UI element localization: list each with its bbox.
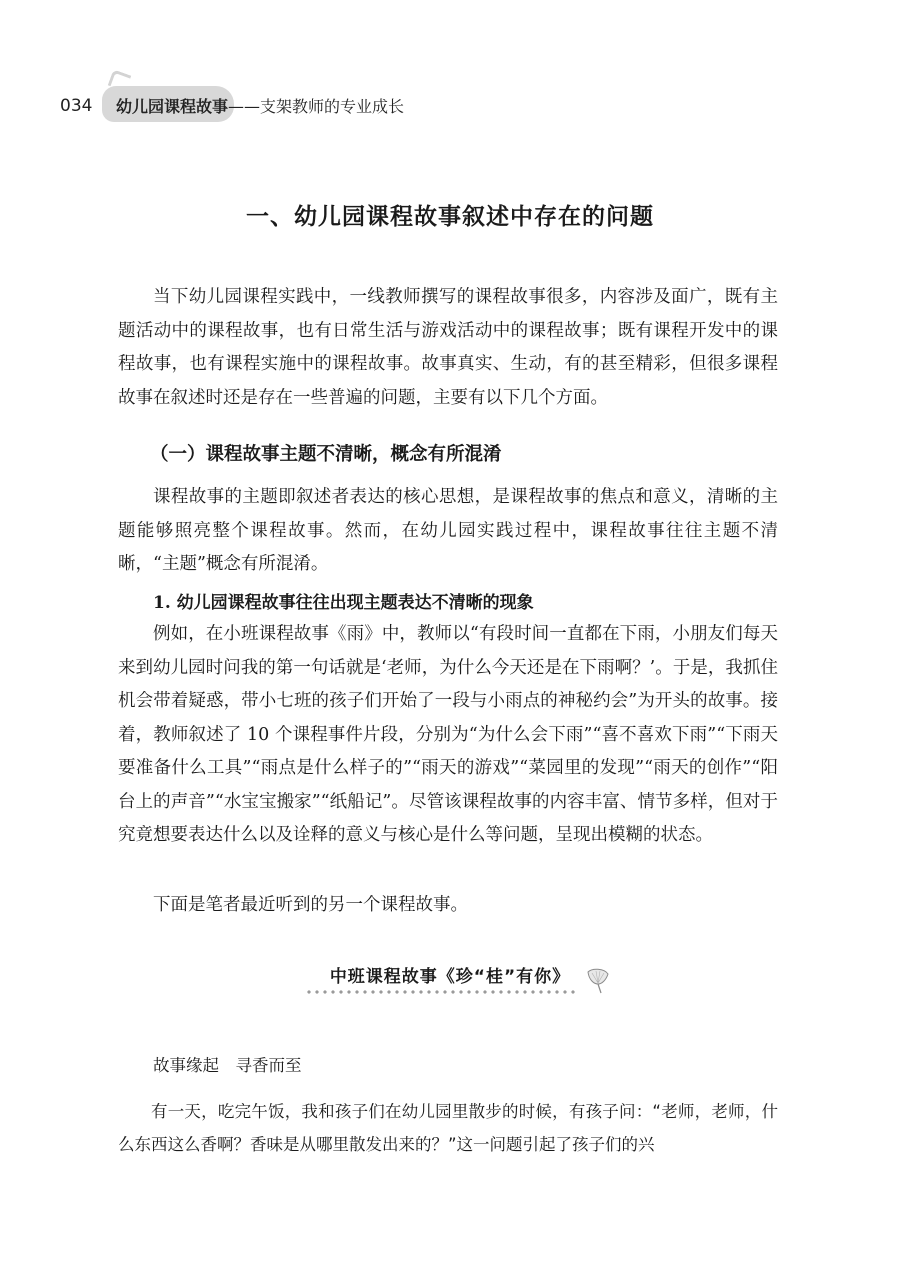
- running-header: [60, 92, 412, 119]
- numbered-heading: 1. 幼儿园课程故事往往出现主题表达不清晰的现象: [153, 593, 534, 613]
- section-title: 一、幼儿园课程故事叙述中存在的问题: [246, 204, 654, 230]
- dotted-divider: [305, 990, 577, 994]
- page-number: 034: [60, 95, 93, 116]
- ginkgo-leaf-icon: [586, 966, 610, 994]
- example-paragraph: 例如，在小班课程故事《雨》中，教师以“有段时间一直都在下雨，小朋友们每天来到幼儿园时问我的第一句话就是‘老师，为什么今天还是在下雨啊？’。于是，我抓住机会带着疑惑，带小七班的孩子们开始了一段与小雨点的神秘约会”为开头的故事。接着，教师叙述了 10 个课程事件片段，分别为“为什么会下雨”“喜不喜欢下雨”“下雨天要准备什么工具”“雨点是什么样子的”“雨天的游戏”“菜园里的发现”“雨天的创作”“阳台上的声音”“水宝宝搬家”“纸船记”。尽管该课程故事的内容丰富、情节多样，但对于究竟想要表达什么以及诠释的意义与核心是什么等问题，呈现出模糊的状态。: [118, 624, 778, 845]
- book-subtitle: ——支架教师的专业成长: [228, 97, 405, 116]
- story-heading: 故事缘起 寻香而至: [153, 1056, 302, 1075]
- transition-paragraph: 下面是笔者最近听到的另一个课程故事。: [153, 895, 468, 915]
- intro-paragraph: 当下幼儿园课程实践中，一线教师撰写的课程故事很多，内容涉及面广，既有主题活动中的课程故事，也有日常生活与游戏活动中的课程故事；既有课程开发中的课程故事，也有课程实施中的课程故事。故事真实、生动，有的甚至精彩，但很多课程故事在叙述时还是存在一些普遍的问题，主要有以下几个方面。: [118, 287, 778, 408]
- story-title-block: [0, 962, 900, 987]
- book-title: 幼儿园课程故事: [116, 97, 229, 116]
- subsection-title: （一）课程故事主题不清晰，概念有所混淆: [150, 444, 502, 465]
- story-opening-paragraph: 有一天，吃完午饭，我和孩子们在幼儿园里散步的时候，有孩子问：“老师，老师，什么东西这么香啊？香味是从哪里散发出来的？”这一问题引起了孩子们的兴: [118, 1102, 778, 1154]
- book-title-group: [110, 92, 412, 119]
- subsection-paragraph: 课程故事的主题即叙述者表达的核心思想，是课程故事的焦点和意义，清晰的主题能够照亮整个课程故事。然而，在幼儿园实践过程中，课程故事往往主题不清晰，“主题”概念有所混淆。: [118, 487, 778, 574]
- story-title: 中班课程故事《珍“桂”有你》: [329, 967, 571, 987]
